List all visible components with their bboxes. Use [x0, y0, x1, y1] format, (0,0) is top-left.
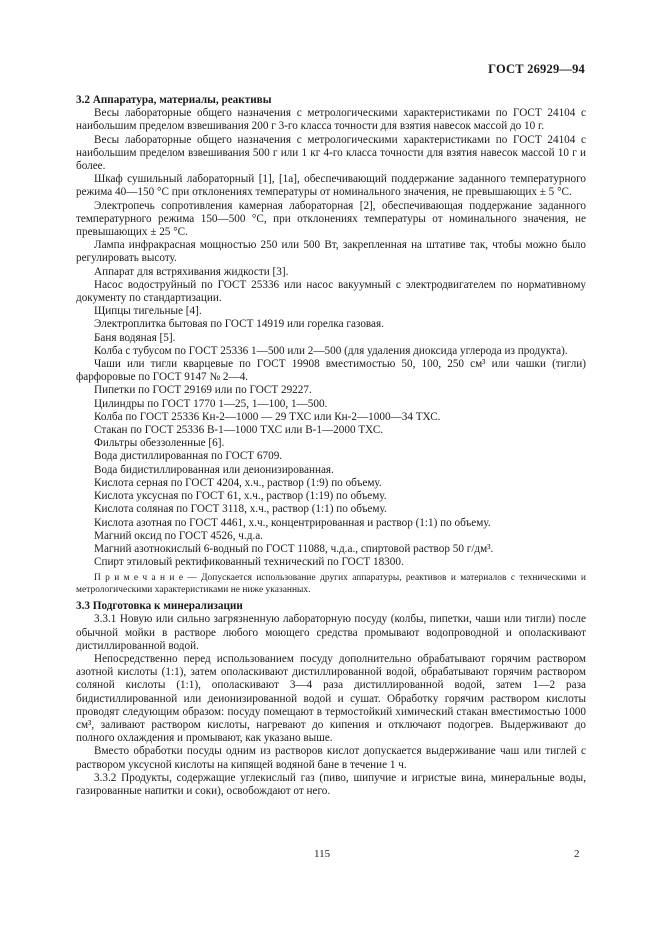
list-item: Кислота серная по ГОСТ 4204, х.ч., раствор (1:9) по объему.	[94, 476, 382, 489]
section-3-2-heading: 3.2 Аппаратура, материалы, реактивы	[76, 94, 272, 106]
page-number: 115	[314, 848, 331, 860]
paragraph: 3.3.2 Продукты, содержащие углекислый газ (пиво, шипучие и игристые вина, минеральные воды, газированные напитки и соки), освобождают от него.	[76, 771, 586, 797]
list-item: Кислота соляная по ГОСТ 3118, х.ч., раствор (1:1) по объему.	[94, 503, 387, 516]
list-item: Колба с тубусом по ГОСТ 25336 1—500 или 2—500 (для удаления диоксида углерода из продукта).	[94, 344, 568, 357]
list-item: Магний азотнокислый 6-водный по ГОСТ 11088, ч.д.а., спиртовой раствор 50 г/дм³.	[94, 542, 494, 555]
standard-code-header: ГОСТ 26929—94	[488, 62, 585, 76]
list-item: Щипцы тигельные [4].	[94, 305, 202, 318]
list-item: Магний оксид по ГОСТ 4526, ч.д.а.	[94, 529, 263, 542]
list-item: Колба по ГОСТ 25336 Кн-2—1000 — 29 ТХС или Кн-2—1000—34 ТХС.	[94, 410, 441, 423]
list-item: Баня водяная [5].	[94, 331, 176, 344]
list-item: Пипетки по ГОСТ 29169 или по ГОСТ 29227.	[94, 384, 312, 397]
list-item: Кислота уксусная по ГОСТ 61, х.ч., раствор (1:19) по объему.	[94, 490, 387, 503]
paragraph: Электропечь сопротивления камерная лабораторная [2], обеспечивающая поддержание заданного температурного режима 150—500 °С, при отклонениях температуры от номинального значения, не превышающих ± 25 °С.	[76, 199, 586, 239]
list-item: Цилиндры по ГОСТ 1770 1—25, 1—100, 1—500.	[94, 397, 328, 410]
sheet-number: 2	[574, 848, 580, 860]
list-item: Вода бидистиллированная или деионизированная.	[94, 463, 334, 476]
paragraph: Чаши или тигли кварцевые по ГОСТ 19908 вместимостью 50, 100, 250 см³ или чашки (тигли) фарфоровые по ГОСТ 9147 № 2—4.	[76, 358, 586, 384]
note-paragraph: П р и м е ч а н и е — Допускается использование других аппаратуры, реактивов и материалов с техническими и метрологическими характеристиками не ниже указанных.	[76, 573, 586, 595]
list-item: Спирт этиловый ректификованный технический по ГОСТ 18300.	[94, 556, 404, 569]
paragraph: Вместо обработки посуды одним из растворов кислот допускается выдерживание чаш или тиглей с раствором уксусной кислоты на кипящей водяной бане в течение 1 ч.	[76, 745, 586, 771]
paragraph: Насос водоструйный по ГОСТ 25336 или насос вакуумный с электродвигателем по нормативному документу по стандартизации.	[76, 278, 586, 305]
list-item: Аппарат для встряхивания жидкости [3].	[94, 265, 289, 278]
list-item: Вода дистиллированная по ГОСТ 6709.	[94, 450, 283, 463]
list-item: Стакан по ГОСТ 25336 В-1—1000 ТХС или В-1—2000 ТХС.	[94, 424, 384, 437]
list-item: Кислота азотная по ГОСТ 4461, х.ч., концентрированная и раствор (1:1) по объему.	[94, 516, 491, 529]
paragraph: Весы лабораторные общего назначения с метрологическими характеристиками по ГОСТ 24104 с наибольшим пределом взвешивания 200 г 3-го класса точности для взятия навесок массой до 10 г.	[76, 107, 586, 133]
paragraph: Непосредственно перед использованием посуду дополнительно обрабатывают горячим раствором азотной кислоты (1:1), затем ополаскивают дистиллированной водой, обрабатывают горячим раствором соляной кислоты (1:1), ополаскивают 3—4 раза дистиллированной водой, затем 1—2 раза бидистиллированной или деионизированной водой и сушат. Обработку горячим раствором кислоты проводят следующим образом: посуду помещают в термостойкий химический стакан вместимостью 1000 см³, заливают раствором кислоты, нагревают до кипения и отключают подогрев. Выдерживают до полного охлаждения и промывают, как указано выше.	[76, 652, 586, 745]
paragraph: Весы лабораторные общего назначения с метрологическими характеристиками по ГОСТ 24104 с наибольшим пределом взвешивания 500 г или 1 кг 4-го класса точности для взятия навесок массой 10 г и более.	[76, 133, 586, 173]
paragraph: 3.3.1 Новую или сильно загрязненную лабораторную посуду (колбы, пипетки, чаши или тигли) после обычной мойки в растворе любого моющего средства промывают водопроводной и ополаскивают дистиллированной водой.	[76, 613, 586, 652]
paragraph: Лампа инфракрасная мощностью 250 или 500 Вт, закрепленная на штативе так, чтобы можно было регулировать высоту.	[76, 239, 586, 265]
list-item: Фильтры обеззоленные [6].	[94, 437, 225, 450]
list-item: Электроплитка бытовая по ГОСТ 14919 или горелка газовая.	[94, 318, 384, 331]
paragraph: Шкаф сушильный лабораторный [1], [1а], обеспечивающий поддержание заданного температурного режима 40—150 °С при отклонениях температуры от номинального значения, не превышающих ± 5 °С.	[76, 173, 586, 199]
page-body	[76, 92, 586, 798]
section-3-3-heading: 3.3 Подготовка к минерализации	[76, 600, 243, 613]
